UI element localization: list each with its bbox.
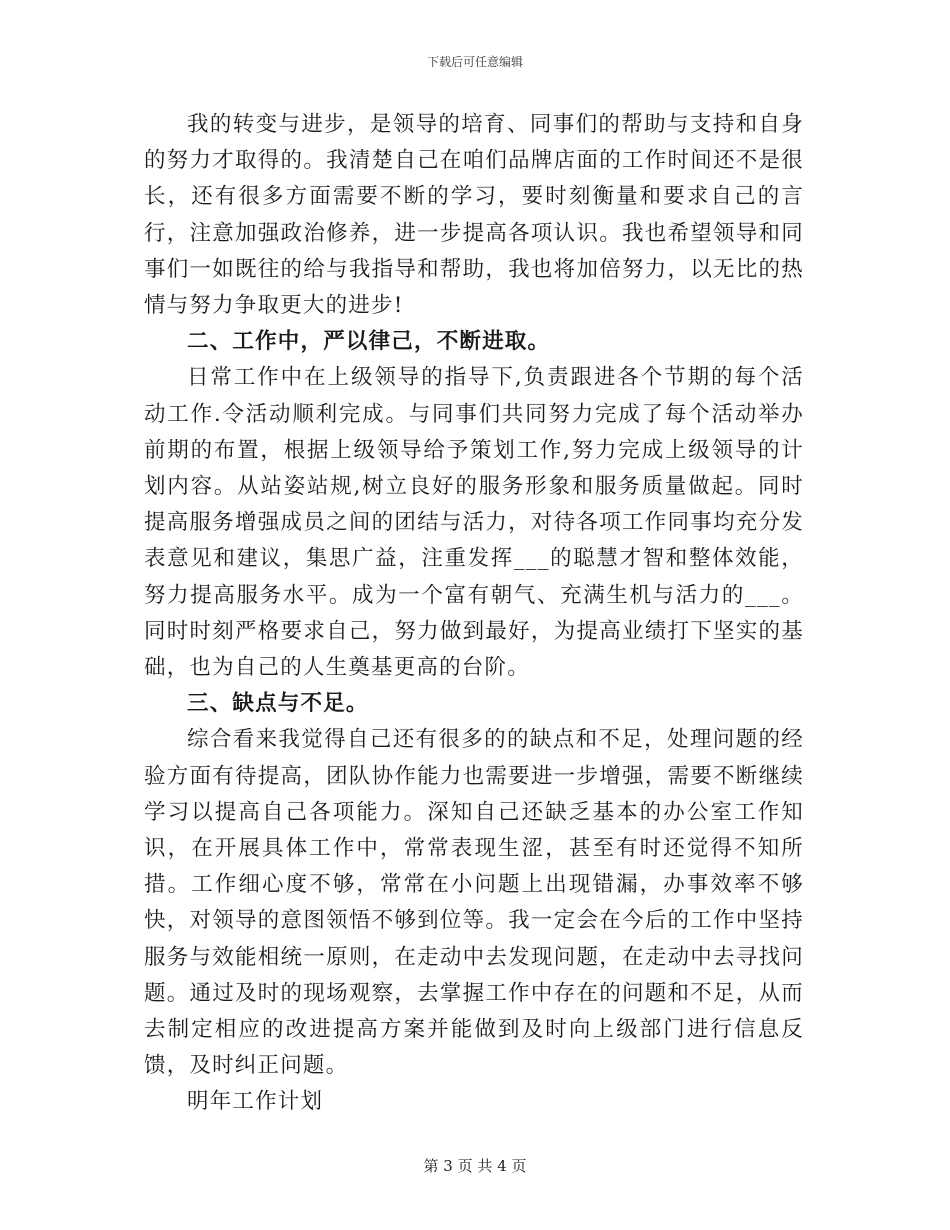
paragraph-next-year-plan: 明年工作计划 bbox=[187, 1089, 324, 1115]
page-number: 第 3 页 共 4 页 bbox=[423, 1157, 527, 1175]
page-header: 下载后可任意编辑 bbox=[426, 55, 523, 69]
paragraph-progress: 我的转变与进步，是领导的培育、同事们的帮助与支持和自身的努力才取得的。我清楚自己在咱们品牌店面的工作时间还不是很长，还有很多方面需要不断的学习，要时刻衡量和要求自己的言行，注意加强政治修养，进一步提高各项认识。我也希望领导和同事们一如既往的给与我指导和帮助，我也将加倍努力，以无比的热情与努力争取更大的进步! bbox=[144, 112, 804, 319]
section-heading-3: 三、缺点与不足。 bbox=[187, 691, 369, 717]
section-heading-2: 二、工作中，严以律己，不断进取。 bbox=[187, 329, 551, 355]
paragraph-work: 日常工作中在上级领导的指导下,负责跟进各个节期的每个活动工作.令活动顺利完成。与同事们共同努力完成了每个活动举办前期的布置，根据上级领导给予策划工作,努力完成上级领导的计划内容。从站姿站规,树立良好的服务形象和服务质量做起。同时提高服务增强成员之间的团结与活力，对待各项工作同事均充分发表意见和建议，集思广益，注重发挥___的聪慧才智和整体效能，努力提高服务水平。成为一个富有朝气、充满生机与活力的___。同时时刻严格要求自己，努力做到最好，为提高业绩打下坚实的基础，也为自己的人生奠基更高的台阶。 bbox=[144, 365, 804, 681]
paragraph-shortcomings: 综合看来我觉得自己还有很多的的缺点和不足，处理问题的经验方面有待提高，团队协作能力也需要进一步增强，需要不断继续学习以提高自己各项能力。深知自己还缺乏基本的办公室工作知识，在开展具体工作中，常常表现生涩，甚至有时还觉得不知所措。工作细心度不够，常常在小问题上出现错漏，办事效率不够快，对领导的意图领悟不够到位等。我一定会在今后的工作中坚持服务与效能相统一原则，在走动中去发现问题，在走动中去寻找问题。通过及时的现场观察，去掌握工作中存在的问题和不足，从而去制定相应的改进提高方案并能做到及时向上级部门进行信息反馈，及时纠正问题。 bbox=[144, 727, 804, 1079]
document-body bbox=[144, 107, 804, 1121]
